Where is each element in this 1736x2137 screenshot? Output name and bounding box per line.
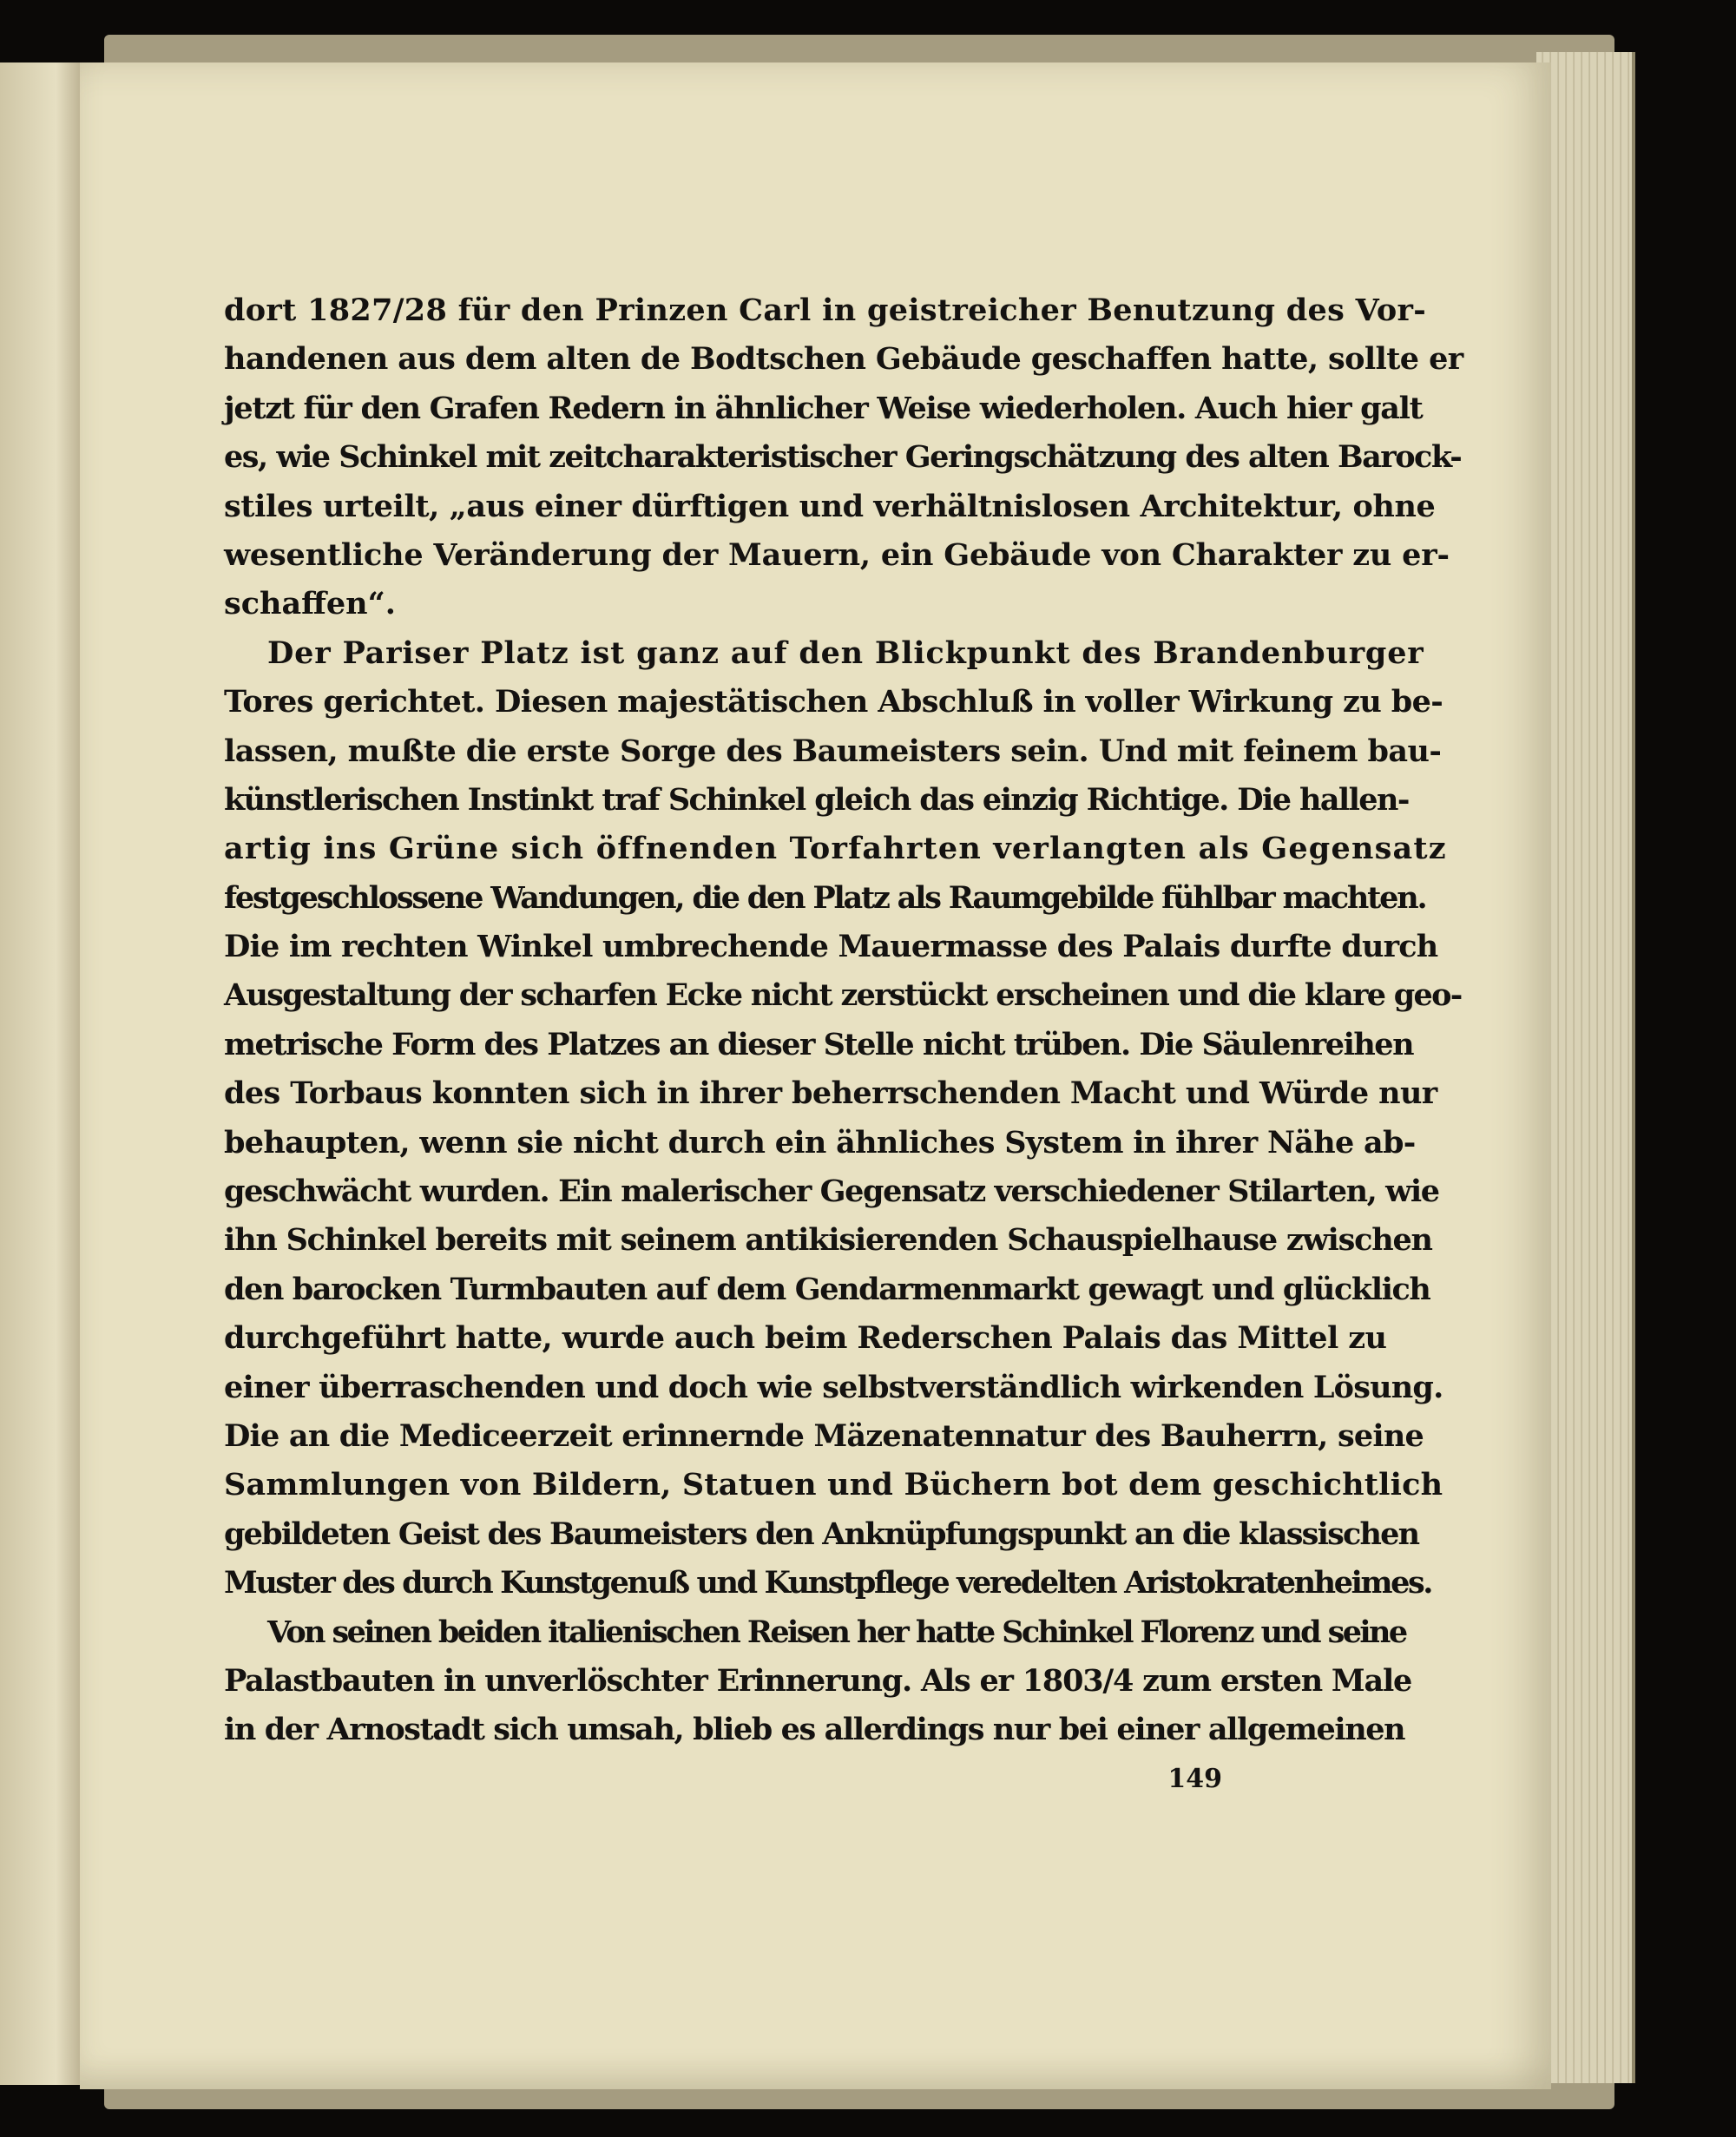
text-line: gebildeten Geist des Baumeisters den Anknüpfungspunkt an die klassischen <box>224 1516 1419 1552</box>
text-line: Der Pariser Platz ist ganz auf den Blickpunkt des Brandenburger <box>267 635 1424 671</box>
text-line: es, wie Schinkel mit zeitcharakteristischer Geringschätzung des alten Barock- <box>224 439 1462 476</box>
text-line: stiles urteilt, „aus einer dürftigen und verhältnislosen Architektur, ohne <box>224 488 1436 524</box>
text-line: Die im rechten Winkel umbrechende Mauermasse des Palais durfte durch <box>224 929 1438 965</box>
text-line: handenen aus dem alten de Bodtschen Gebäude geschaffen hatte, sollte er <box>224 341 1463 378</box>
text-line: geschwächt wurden. Ein malerischer Gegensatz verschiedener Stilarten, wie <box>224 1174 1439 1210</box>
text-line: Sammlungen von Bildern, Statuen und Büchern bot dem geschichtlich <box>224 1467 1443 1503</box>
text-line: Palastbauten in unverlöschter Erinnerung. Als er 1803/4 zum ersten Male <box>224 1662 1412 1699</box>
text-line: Die an die Mediceerzeit erinnernde Mäzenatennatur des Bauherrn, seine <box>224 1417 1424 1454</box>
text-line: jetzt für den Grafen Redern in ähnlicher Weise wiederholen. Auch hier galt <box>224 390 1423 426</box>
text-line: behaupten, wenn sie nicht durch ein ähnliches System in ihrer Nähe ab- <box>224 1124 1416 1161</box>
body-text <box>224 286 1463 1755</box>
text-line: den barocken Turmbauten auf dem Gendarmenmarkt gewagt und glücklich <box>224 1271 1430 1307</box>
text-line: Tores gerichtet. Diesen majestätischen Abschluß in voller Wirkung zu be- <box>224 684 1443 720</box>
text-line: lassen, mußte die erste Sorge des Baumeisters sein. Und mit feinem bau- <box>224 733 1442 769</box>
text-line: schaffen“. <box>224 586 396 622</box>
text-line: des Torbaus konnten sich in ihrer beherrschenden Macht und Würde nur <box>224 1075 1437 1112</box>
text-line: ihn Schinkel bereits mit seinem antikisierenden Schauspielhause zwischen <box>224 1222 1432 1259</box>
text-line: artig ins Grüne sich öffnenden Torfahrten verlangten als Gegensatz <box>224 831 1447 867</box>
text-line: festgeschlossene Wandungen, die den Platz als Raumgebilde fühlbar machten. <box>224 879 1426 916</box>
text-line: künstlerischen Instinkt traf Schinkel gleich das einzig Richtige. Die hallen- <box>224 781 1409 818</box>
left-page-edge <box>0 62 82 2085</box>
text-line: wesentliche Veränderung der Mauern, ein Gebäude von Charakter zu er- <box>224 536 1450 573</box>
text-line: Von seinen beiden italienischen Reisen her hatte Schinkel Florenz und seine <box>267 1614 1406 1650</box>
text-line: durchgeführt hatte, wurde auch beim Rederschen Palais das Mittel zu <box>224 1320 1387 1357</box>
text-line: Muster des durch Kunstgenuß und Kunstpflege veredelten Aristokratenheimes. <box>224 1565 1432 1601</box>
text-line: einer überraschenden und doch wie selbstverständlich wirkenden Lösung. <box>224 1369 1443 1405</box>
text-line: metrische Form des Platzes an dieser Stelle nicht trüben. Die Säulenreihen <box>224 1026 1414 1062</box>
page-stack-edge <box>1536 52 1635 2083</box>
text-line: dort 1827/28 für den Prinzen Carl in geistreicher Benutzung des Vor- <box>224 293 1427 328</box>
page-number: 149 <box>1167 1764 1222 1794</box>
text-line: in der Arnostadt sich umsah, blieb es allerdings nur bei einer allgemeinen <box>224 1712 1405 1748</box>
text-line: Ausgestaltung der scharfen Ecke nicht zerstückt erscheinen und die klare geo- <box>224 977 1462 1014</box>
